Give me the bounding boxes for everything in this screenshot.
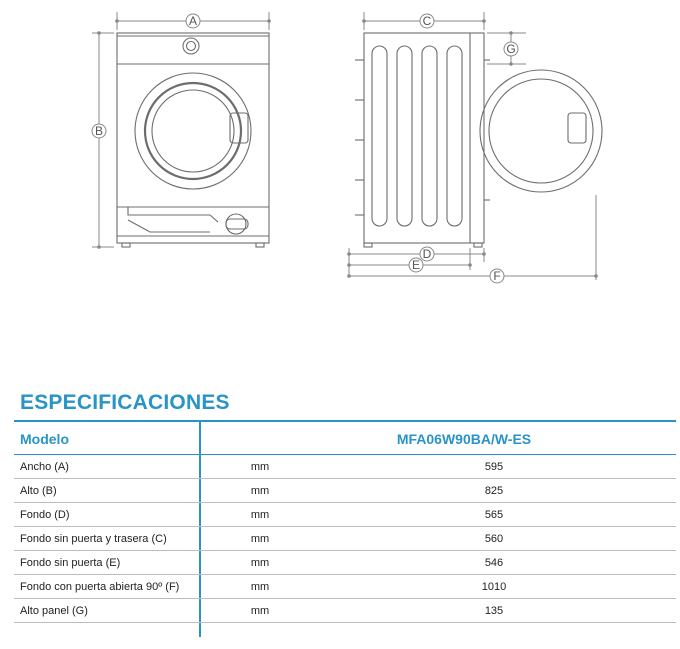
label-b: B (94, 124, 104, 138)
open-door (480, 70, 602, 192)
table-row (14, 599, 676, 623)
row-value: 565 (484, 509, 504, 521)
table-row (14, 551, 676, 575)
label-e: E (411, 258, 421, 272)
model-header-value: MFA06W90BA/W-ES (396, 431, 532, 447)
row-unit: mm (250, 461, 270, 473)
table-row (14, 503, 676, 527)
table-header (14, 421, 676, 455)
row-value: 1010 (481, 581, 507, 593)
row-value: 595 (484, 461, 504, 473)
specs-title: ESPECIFICACIONES (20, 391, 230, 414)
label-d: D (422, 247, 432, 261)
model-header-label: Modelo (20, 431, 69, 447)
dimension-b (92, 31, 114, 249)
row-label: Fondo con puerta abierta 90º (F) (20, 581, 180, 593)
row-value: 546 (484, 557, 504, 569)
dimension-drawing (0, 0, 680, 300)
row-unit: mm (250, 557, 270, 569)
specs-table (14, 421, 676, 623)
row-unit: mm (250, 533, 270, 545)
row-label: Alto (B) (20, 485, 57, 497)
table-row (14, 455, 676, 479)
row-unit: mm (250, 581, 270, 593)
label-c: C (422, 14, 432, 28)
table-body (14, 455, 676, 623)
label-a: A (188, 14, 198, 28)
row-unit: mm (250, 509, 270, 521)
label-g: G (506, 42, 516, 56)
row-label: Fondo (D) (20, 509, 70, 521)
row-unit: mm (250, 485, 270, 497)
washer-side-view (355, 33, 490, 247)
label-f: F (493, 269, 501, 283)
table-row (14, 527, 676, 551)
row-value: 825 (484, 485, 504, 497)
row-label: Fondo sin puerta (E) (20, 557, 121, 569)
table-row (14, 575, 676, 599)
dimension-f (347, 195, 598, 280)
washer-front-view (117, 33, 269, 247)
row-label: Ancho (A) (20, 461, 69, 473)
row-unit: mm (250, 605, 270, 617)
row-label: Alto panel (G) (20, 605, 88, 617)
row-value: 560 (484, 533, 504, 545)
row-label: Fondo sin puerta y trasera (C) (20, 533, 167, 545)
table-row (14, 479, 676, 503)
row-value: 135 (484, 605, 504, 617)
